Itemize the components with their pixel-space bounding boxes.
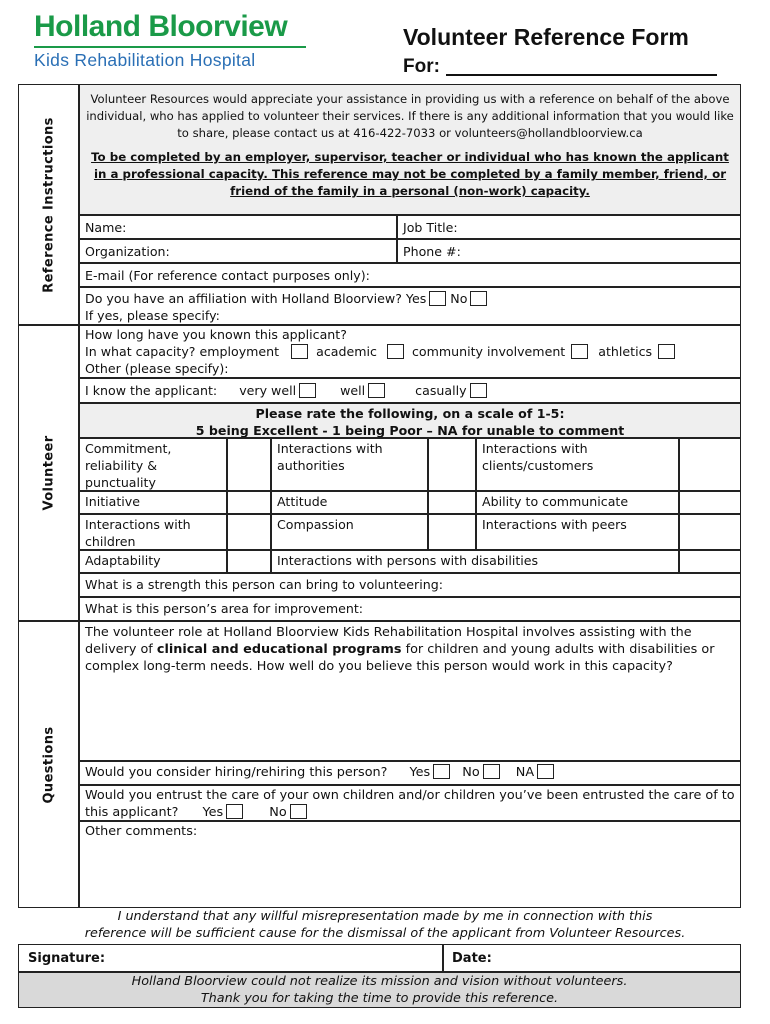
rating-label: Interactions with peers	[476, 514, 679, 550]
community-checkbox[interactable]	[571, 344, 588, 359]
logo-name: Holland Bloorview	[34, 10, 288, 43]
affiliation-yes-checkbox[interactable]	[429, 291, 446, 306]
side-volunteer	[18, 325, 79, 621]
athletics-checkbox[interactable]	[658, 344, 675, 359]
instructions-intro: Volunteer Resources would appreciate your assistance in providing us with a reference on behalf of the above individual, who has applied to volunteer their services. If there is any additional information that you would like to share, please contact us at 416-422-7033 or volunteers@hollandbloorview.ca	[86, 92, 734, 140]
hire-no-checkbox[interactable]	[483, 764, 500, 779]
improvement-field[interactable]	[79, 597, 741, 621]
know-label: I know the applicant:	[85, 383, 218, 398]
entrust-no-checkbox[interactable]	[290, 804, 307, 819]
rating-label: Initiative	[79, 491, 227, 514]
logo-subtitle: Kids Rehabilitation Hospital	[34, 50, 256, 70]
email-field[interactable]	[79, 263, 741, 287]
know-applicant-row	[79, 378, 741, 403]
rating-label: Interactions with children	[79, 514, 227, 550]
rating-score-cell[interactable]	[227, 438, 271, 491]
role-question-bold: clinical and educational programs	[156, 642, 402, 657]
logo-rule	[34, 46, 306, 48]
athletics-label: athletics	[598, 344, 653, 359]
rating-score-cell[interactable]	[679, 491, 741, 514]
for-underline[interactable]	[446, 74, 717, 76]
academic-label: academic	[316, 344, 377, 359]
community-label: community involvement	[411, 344, 566, 359]
rating-score-cell[interactable]	[679, 438, 741, 491]
rating-label: Ability to communicate	[476, 491, 679, 514]
affiliation-yes-label: Yes	[405, 291, 427, 306]
affiliation-no-checkbox[interactable]	[470, 291, 487, 306]
rating-score-cell[interactable]	[227, 491, 271, 514]
affiliation-no-label: No	[450, 291, 468, 306]
strength-field[interactable]	[79, 573, 741, 597]
employment-checkbox[interactable]	[291, 344, 308, 359]
other-comments-label: Other comments:	[85, 824, 198, 839]
organization-field[interactable]	[79, 239, 397, 263]
casually-label: casually	[415, 383, 467, 398]
rating-label: Attitude	[271, 491, 428, 514]
signature-field[interactable]	[18, 944, 443, 972]
job-title-label: Job Title:	[403, 220, 458, 235]
rating-label: Interactions with clients/customers	[476, 438, 679, 491]
rating-label: Compassion	[271, 514, 428, 550]
hire-question: Would you consider hiring/rehiring this person?	[85, 765, 388, 780]
side-reference-instructions	[18, 84, 79, 325]
rating-score-cell[interactable]	[428, 438, 476, 491]
role-question-field[interactable]	[79, 621, 741, 761]
hire-na-checkbox[interactable]	[537, 764, 554, 779]
hire-no-label: No	[462, 765, 480, 780]
other-comments-field[interactable]	[79, 821, 741, 908]
affiliation-specify[interactable]: If yes, please specify:	[85, 308, 220, 323]
rating-header-line2: 5 being Excellent - 1 being Poor – NA for unable to comment	[195, 423, 625, 438]
form-title: Volunteer Reference Form	[403, 24, 689, 50]
email-label: E-mail (For reference contact purposes only):	[85, 268, 370, 283]
rating-score-cell[interactable]	[679, 550, 741, 573]
role-question-part2: for children and young adults with disabilities or complex long-term needs. How well do you believe this person would work in this capacity?	[85, 642, 715, 674]
rating-label: Adaptability	[79, 550, 227, 573]
thanks-line2: Thank you for taking the time to provide this reference.	[200, 991, 559, 1006]
name-label: Name:	[85, 220, 127, 235]
rating-score-cell[interactable]	[227, 550, 271, 573]
entrust-question: Would you entrust the care of your own children and/or children you’ve been entrusted the care of to this applicant?	[85, 788, 735, 820]
phone-field[interactable]	[397, 239, 741, 263]
rating-label: Commitment, reliability & punctuality	[79, 438, 227, 491]
rating-header-line1: Please rate the following, on a scale of 1-5:	[255, 406, 565, 421]
phone-label: Phone #:	[403, 244, 461, 259]
organization-label: Organization:	[85, 244, 170, 259]
entrust-yes-checkbox[interactable]	[226, 804, 243, 819]
for-label: For:	[403, 56, 440, 77]
hire-na-label: NA	[515, 765, 535, 780]
date-label: Date:	[452, 951, 492, 966]
other-specify[interactable]: Other (please specify):	[85, 361, 229, 376]
declaration-line2: reference will be sufficient cause for the dismissal of the applicant from Volunteer Resources.	[84, 926, 686, 941]
entrust-row	[79, 785, 741, 821]
rating-header	[79, 403, 741, 438]
side-label: Questions	[41, 725, 56, 804]
side-questions	[18, 621, 79, 908]
affiliation-row	[79, 287, 741, 325]
entrust-yes-label: Yes	[202, 805, 224, 820]
hire-yes-label: Yes	[409, 765, 431, 780]
improvement-label: What is this person’s area for improvement:	[85, 601, 364, 616]
instructions-requirement: To be completed by an employer, supervisor, teacher or individual who has known the applicant in a professional capacity. This reference may not be completed by a family member, friend, or friend of the family in a personal (non-work) capacity.	[91, 150, 729, 198]
side-label: Reference Instructions	[41, 116, 56, 293]
rating-label: Interactions with authorities	[271, 438, 428, 491]
role-question-part1: The volunteer role at Holland Bloorview Kids Rehabilitation Hospital involves assisting with the delivery of	[85, 625, 692, 657]
affiliation-question: Do you have an affiliation with Holland Bloorview?	[85, 291, 402, 306]
entrust-no-label: No	[269, 805, 287, 820]
rating-score-cell[interactable]	[227, 514, 271, 550]
declaration-line1: I understand that any willful misrepresentation made by me in connection with this	[117, 909, 653, 924]
well-label: well	[340, 383, 366, 398]
rating-score-cell[interactable]	[428, 491, 476, 514]
capacity-employment-label: In what capacity? employment	[85, 344, 280, 359]
name-field[interactable]	[79, 215, 397, 239]
rating-score-cell[interactable]	[679, 514, 741, 550]
side-label: Volunteer	[41, 435, 56, 511]
instructions-box	[79, 84, 741, 215]
strength-label: What is a strength this person can bring to volunteering:	[85, 577, 443, 592]
hire-row	[79, 761, 741, 785]
academic-checkbox[interactable]	[387, 344, 404, 359]
rating-label: Interactions with persons with disabilities	[271, 550, 679, 573]
hire-yes-checkbox[interactable]	[433, 764, 450, 779]
job-title-field[interactable]	[397, 215, 741, 239]
rating-score-cell[interactable]	[428, 514, 476, 550]
very-well-label: very well	[239, 383, 297, 398]
well-checkbox[interactable]	[368, 383, 385, 398]
thanks-line1: Holland Bloorview could not realize its mission and vision without volunteers.	[131, 974, 628, 989]
relationship-row	[79, 325, 741, 378]
signature-label: Signature:	[28, 951, 106, 966]
very-well-checkbox[interactable]	[299, 383, 316, 398]
thank-you-banner	[18, 972, 741, 1008]
declaration	[0, 908, 770, 942]
how-long-question[interactable]: How long have you known this applicant?	[85, 327, 347, 342]
casually-checkbox[interactable]	[470, 383, 487, 398]
date-field[interactable]	[443, 944, 741, 972]
